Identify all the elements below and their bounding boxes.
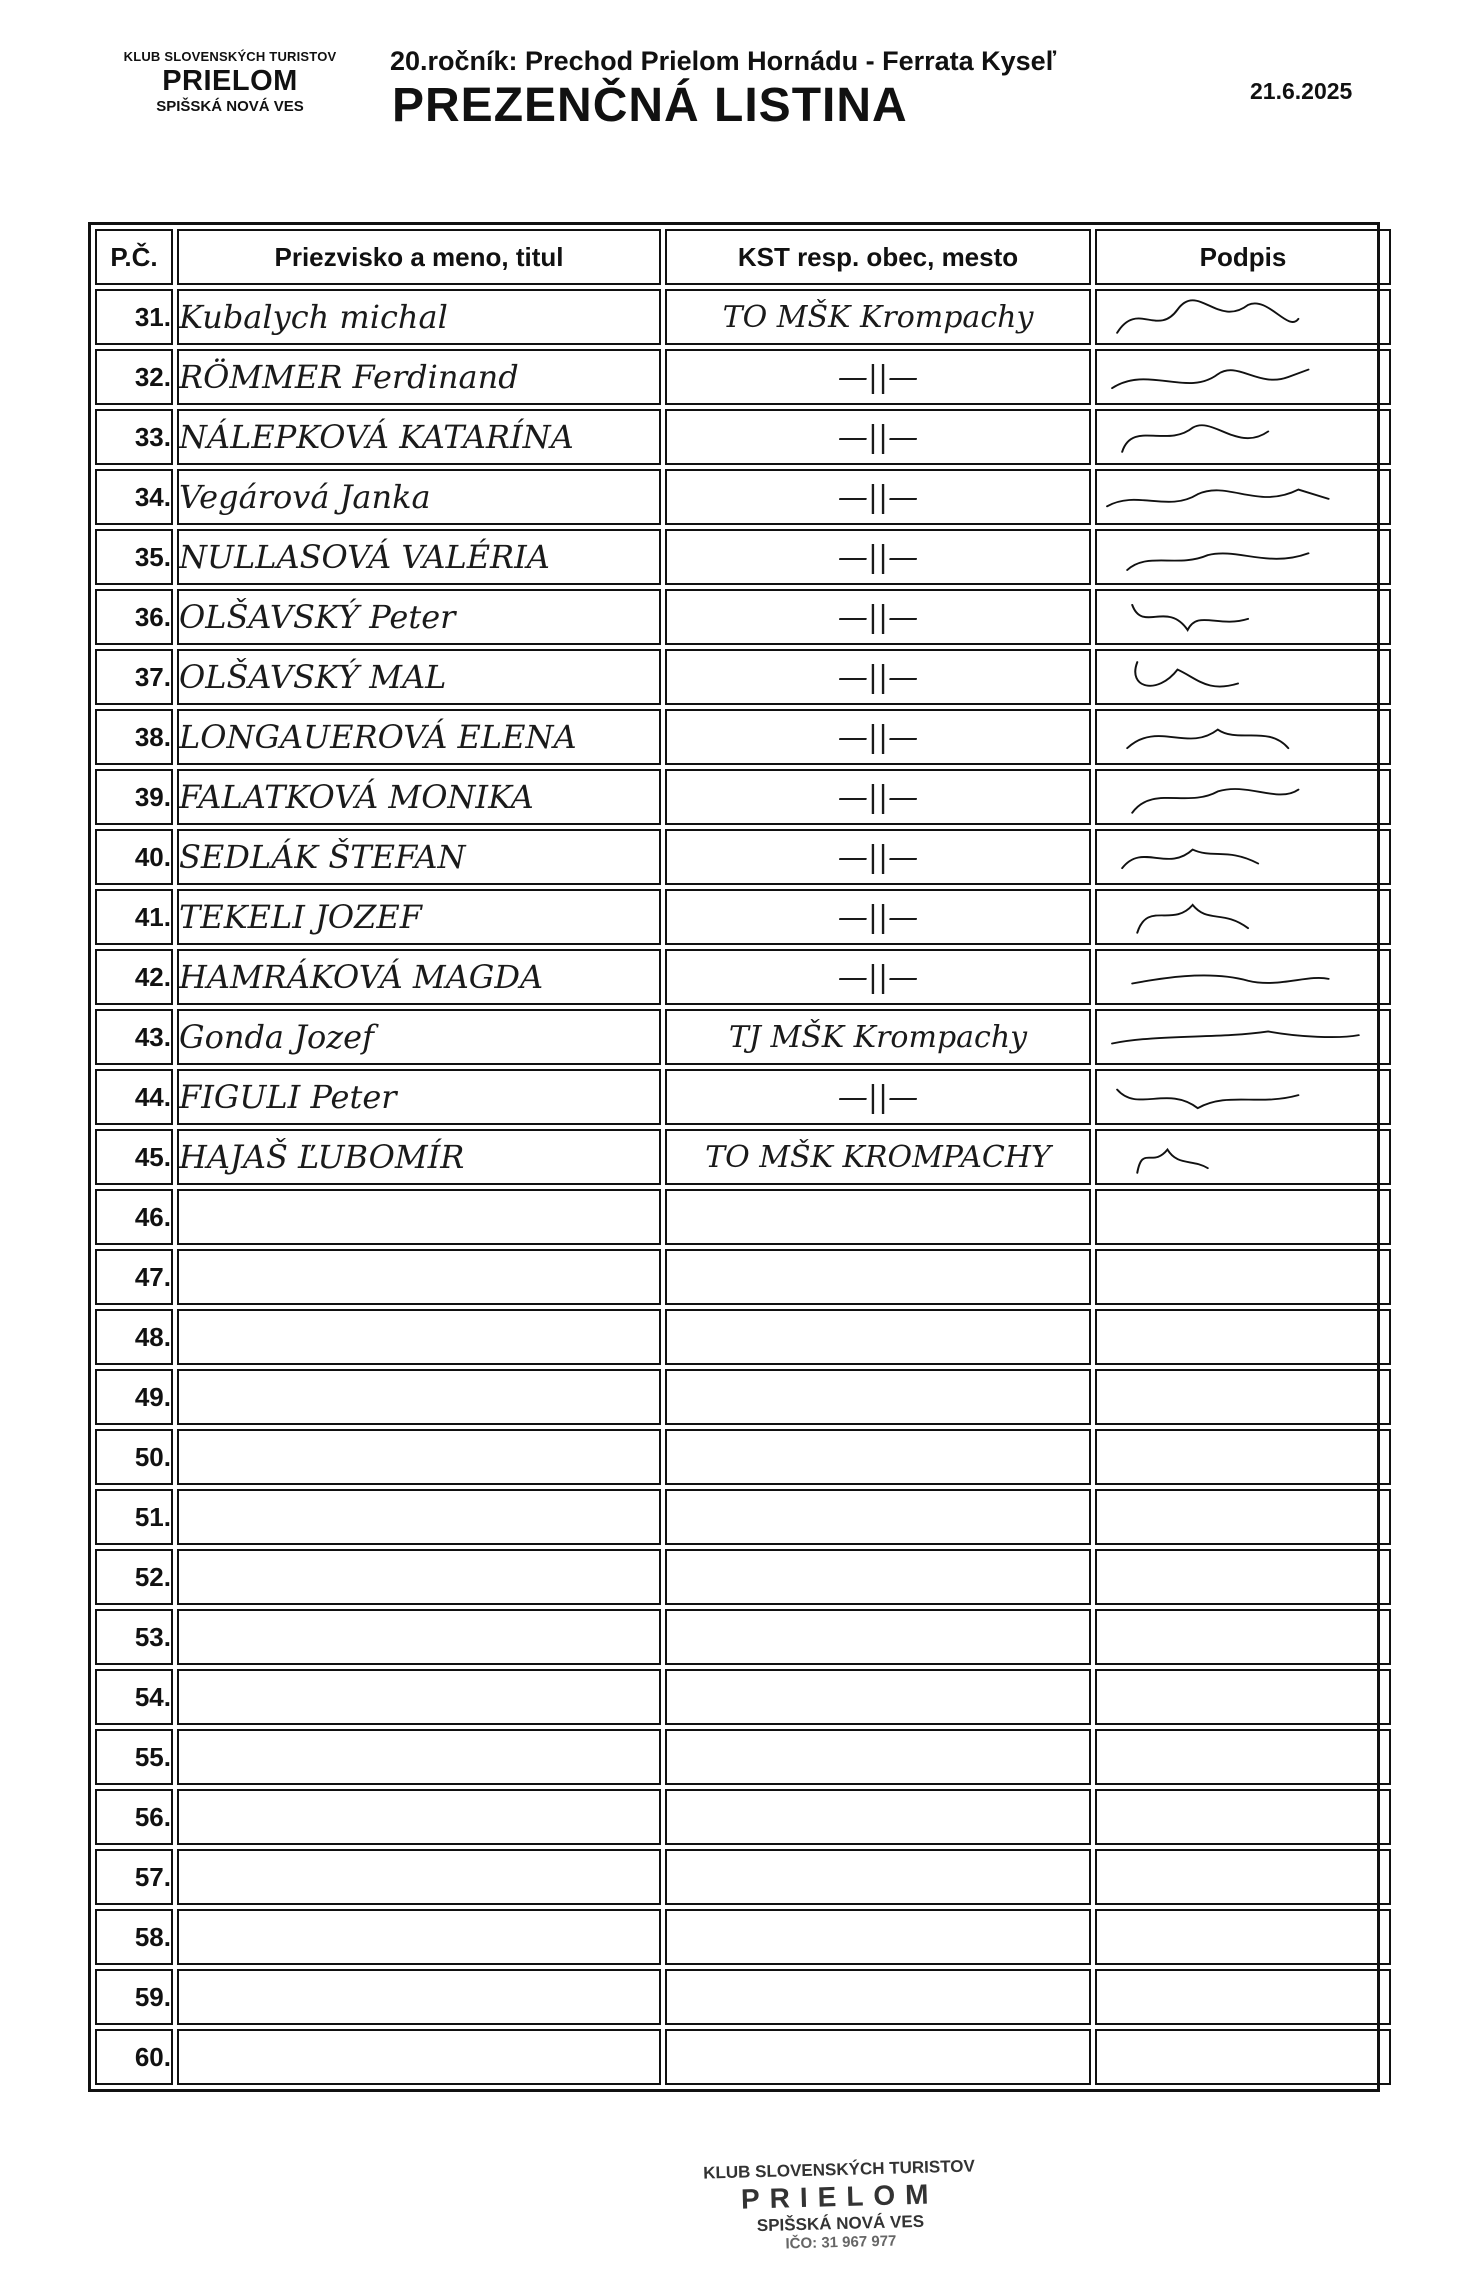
signature-cell[interactable] <box>1095 589 1391 645</box>
row-number: 43. <box>95 1009 173 1065</box>
signature-stroke <box>1127 730 1288 749</box>
row-number: 53. <box>95 1609 173 1665</box>
signature-scribble <box>1097 291 1389 343</box>
organization-header <box>100 50 360 116</box>
participant-name-cell[interactable] <box>177 1789 661 1845</box>
signature-cell[interactable] <box>1095 1309 1391 1365</box>
participant-club-cell[interactable]: —||— <box>665 529 1091 585</box>
club-stamp <box>659 2155 1021 2257</box>
signature-stroke <box>1132 789 1298 813</box>
table-row <box>95 289 1391 345</box>
table-row <box>95 1789 1391 1845</box>
column-header-club: KST resp. obec, mesto <box>665 229 1091 285</box>
signature-cell[interactable] <box>1095 1969 1391 2025</box>
table-row <box>95 1129 1391 1185</box>
signature-cell[interactable] <box>1095 1909 1391 1965</box>
org-line-3: SPIŠSKÁ NOVÁ VES <box>156 98 304 116</box>
participant-club-cell[interactable] <box>665 1609 1091 1665</box>
event-date: 21.6.2025 <box>1250 78 1353 104</box>
signature-scribble <box>1097 1071 1389 1123</box>
signature-stroke <box>1117 300 1298 332</box>
participant-club-cell[interactable] <box>665 1909 1091 1965</box>
table-header-row <box>95 229 1391 285</box>
row-number: 47. <box>95 1249 173 1305</box>
table-row <box>95 409 1391 465</box>
table-row <box>95 2029 1391 2085</box>
row-number: 37. <box>95 649 173 705</box>
participant-club-cell[interactable] <box>665 1729 1091 1785</box>
column-header-signature: Podpis <box>1095 229 1391 285</box>
signature-cell[interactable] <box>1095 1009 1391 1065</box>
table-row <box>95 1189 1391 1245</box>
participant-club-cell[interactable] <box>665 1249 1091 1305</box>
row-number: 32. <box>95 349 173 405</box>
participant-club-cell[interactable]: —||— <box>665 949 1091 1005</box>
column-header-number: P.Č. <box>95 229 173 285</box>
participant-name-cell[interactable] <box>177 1249 661 1305</box>
table-row <box>95 589 1391 645</box>
signature-cell[interactable] <box>1095 1369 1391 1425</box>
participant-club-cell[interactable] <box>665 1789 1091 1845</box>
participant-name-cell[interactable]: TEKELI JOZEF <box>177 889 661 945</box>
signature-stroke <box>1137 905 1248 933</box>
participant-name-cell[interactable] <box>177 1849 661 1905</box>
event-title: 20.ročník: Prechod Prielom Hornádu - Ferrata Kyseľ <box>390 46 1057 76</box>
table-row <box>95 469 1391 525</box>
participant-club-cell[interactable]: —||— <box>665 709 1091 765</box>
column-header-name: Priezvisko a meno, titul <box>177 229 661 285</box>
table-row <box>95 1429 1391 1485</box>
stamp-line-4: IČO: 31 967 977 <box>785 2232 897 2253</box>
participant-name-cell[interactable] <box>177 1669 661 1725</box>
table-body <box>95 289 1391 2085</box>
participant-club-cell[interactable] <box>665 1669 1091 1725</box>
signature-scribble <box>1097 471 1389 523</box>
signature-scribble <box>1097 411 1389 463</box>
table-row <box>95 1729 1391 1785</box>
signature-cell[interactable] <box>1095 1129 1391 1185</box>
participant-club-cell[interactable]: TO MŠK Krompachy <box>665 289 1091 345</box>
participant-name-cell[interactable]: RÖMMER Ferdinand <box>177 349 661 405</box>
table-row <box>95 1849 1391 1905</box>
signature-cell[interactable] <box>1095 469 1391 525</box>
attendance-table <box>91 225 1395 2089</box>
row-number: 40. <box>95 829 173 885</box>
signature-stroke <box>1107 490 1329 507</box>
signature-scribble <box>1097 891 1389 943</box>
signature-scribble <box>1097 651 1389 703</box>
participant-club-cell[interactable] <box>665 2029 1091 2085</box>
table-row <box>95 1489 1391 1545</box>
row-number: 34. <box>95 469 173 525</box>
row-number: 57. <box>95 1849 173 1905</box>
signature-cell[interactable] <box>1095 409 1391 465</box>
row-number: 50. <box>95 1429 173 1485</box>
stamp-line-1: KLUB SLOVENSKÝCH TURISTOV <box>702 2156 976 2183</box>
table-row <box>95 829 1391 885</box>
row-number: 35. <box>95 529 173 585</box>
participant-name-cell[interactable] <box>177 1609 661 1665</box>
participant-club-cell[interactable] <box>665 1309 1091 1365</box>
row-number: 54. <box>95 1669 173 1725</box>
row-number: 45. <box>95 1129 173 1185</box>
table-row <box>95 1669 1391 1725</box>
signature-cell[interactable] <box>1095 1669 1391 1725</box>
participant-name-cell[interactable] <box>177 1309 661 1365</box>
table-row <box>95 1369 1391 1425</box>
signature-cell[interactable] <box>1095 1249 1391 1305</box>
participant-name-cell[interactable]: FALATKOVÁ MONIKA <box>177 769 661 825</box>
attendance-sheet <box>88 222 1380 2092</box>
signature-cell[interactable] <box>1095 709 1391 765</box>
participant-club-cell[interactable] <box>665 1849 1091 1905</box>
participant-club-cell[interactable]: —||— <box>665 889 1091 945</box>
table-row <box>95 1909 1391 1965</box>
table-row <box>95 1069 1391 1125</box>
signature-cell[interactable] <box>1095 1189 1391 1245</box>
signature-stroke <box>1112 370 1308 389</box>
signature-cell[interactable] <box>1095 1549 1391 1605</box>
participant-club-cell[interactable] <box>665 1429 1091 1485</box>
signature-scribble <box>1097 951 1389 1003</box>
signature-cell[interactable] <box>1095 1789 1391 1845</box>
signature-cell[interactable] <box>1095 289 1391 345</box>
signature-cell[interactable] <box>1095 649 1391 705</box>
org-line-1: KLUB SLOVENSKÝCH TURISTOV <box>123 49 337 64</box>
table-row <box>95 889 1391 945</box>
row-number: 56. <box>95 1789 173 1845</box>
participant-name-cell[interactable]: OLŠAVSKÝ MAL <box>177 649 661 705</box>
signature-cell[interactable] <box>1095 1729 1391 1785</box>
signature-cell[interactable] <box>1095 1609 1391 1665</box>
row-number: 46. <box>95 1189 173 1245</box>
signature-stroke <box>1132 605 1248 630</box>
table-row <box>95 1009 1391 1065</box>
signature-stroke <box>1122 850 1258 869</box>
signature-scribble <box>1097 1011 1389 1063</box>
row-number: 59. <box>95 1969 173 2025</box>
table-row <box>95 1249 1391 1305</box>
signature-scribble <box>1097 591 1389 643</box>
stamp-line-2: PRIELOM <box>740 2178 939 2215</box>
participant-name-cell[interactable] <box>177 1189 661 1245</box>
participant-club-cell[interactable] <box>665 1369 1091 1425</box>
signature-cell[interactable] <box>1095 889 1391 945</box>
stamp-line-3: SPIŠSKÁ NOVÁ VES <box>756 2211 925 2236</box>
row-number: 52. <box>95 1549 173 1605</box>
row-number: 38. <box>95 709 173 765</box>
row-number: 42. <box>95 949 173 1005</box>
row-number: 58. <box>95 1909 173 1965</box>
participant-name-cell[interactable]: Vegárová Janka <box>177 469 661 525</box>
table-row <box>95 529 1391 585</box>
signature-stroke <box>1117 1090 1298 1109</box>
participant-name-cell[interactable] <box>177 1489 661 1545</box>
participant-name-cell[interactable] <box>177 1969 661 2025</box>
participant-name-cell[interactable]: OLŠAVSKÝ Peter <box>177 589 661 645</box>
signature-cell[interactable] <box>1095 949 1391 1005</box>
signature-stroke <box>1127 553 1308 570</box>
participant-name-cell[interactable] <box>177 1429 661 1485</box>
table-row <box>95 349 1391 405</box>
row-number: 44. <box>95 1069 173 1125</box>
signature-stroke <box>1135 662 1238 686</box>
participant-name-cell[interactable]: FIGULI Peter <box>177 1069 661 1125</box>
signature-scribble <box>1097 711 1389 763</box>
signature-cell[interactable] <box>1095 2029 1391 2085</box>
signature-cell[interactable] <box>1095 1849 1391 1905</box>
row-number: 49. <box>95 1369 173 1425</box>
participant-name-cell[interactable]: Gonda Jozef <box>177 1009 661 1065</box>
page-title: PREZENČNÁ LISTINA <box>392 79 908 132</box>
signature-stroke <box>1132 975 1328 983</box>
row-number: 60. <box>95 2029 173 2085</box>
row-number: 51. <box>95 1489 173 1545</box>
row-number: 41. <box>95 889 173 945</box>
table-row <box>95 769 1391 825</box>
participant-name-cell[interactable]: SEDLÁK ŠTEFAN <box>177 829 661 885</box>
org-line-2: PRIELOM <box>162 64 298 97</box>
participant-club-cell[interactable] <box>665 1969 1091 2025</box>
participant-name-cell[interactable]: HAJAŠ ĽUBOMÍR <box>177 1129 661 1185</box>
participant-name-cell[interactable] <box>177 1729 661 1785</box>
table-row <box>95 709 1391 765</box>
row-number: 48. <box>95 1309 173 1365</box>
signature-cell[interactable] <box>1095 1069 1391 1125</box>
signature-scribble <box>1097 771 1389 823</box>
participant-club-cell[interactable]: —||— <box>665 1069 1091 1125</box>
participant-club-cell[interactable]: —||— <box>665 829 1091 885</box>
signature-cell[interactable] <box>1095 1429 1391 1485</box>
participant-name-cell[interactable]: NÁLEPKOVÁ KATARÍNA <box>177 409 661 465</box>
signature-stroke <box>1112 1031 1359 1043</box>
participant-club-cell[interactable]: —||— <box>665 349 1091 405</box>
row-number: 33. <box>95 409 173 465</box>
participant-name-cell[interactable]: NULLASOVÁ VALÉRIA <box>177 529 661 585</box>
participant-club-cell[interactable]: —||— <box>665 589 1091 645</box>
row-number: 36. <box>95 589 173 645</box>
table-row <box>95 1609 1391 1665</box>
signature-stroke <box>1137 1150 1207 1173</box>
participant-name-cell[interactable] <box>177 2029 661 2085</box>
participant-club-cell[interactable] <box>665 1489 1091 1545</box>
participant-club-cell[interactable] <box>665 1189 1091 1245</box>
participant-name-cell[interactable] <box>177 1369 661 1425</box>
participant-name-cell[interactable]: HAMRÁKOVÁ MAGDA <box>177 949 661 1005</box>
row-number: 31. <box>95 289 173 345</box>
table-row <box>95 1549 1391 1605</box>
participant-club-cell[interactable]: —||— <box>665 469 1091 525</box>
participant-club-cell[interactable]: —||— <box>665 409 1091 465</box>
participant-name-cell[interactable] <box>177 1549 661 1605</box>
participant-club-cell[interactable]: TO MŠK KROMPACHY <box>665 1129 1091 1185</box>
table-row <box>95 1969 1391 2025</box>
signature-scribble <box>1097 531 1389 583</box>
participant-club-cell[interactable]: —||— <box>665 769 1091 825</box>
participant-name-cell[interactable] <box>177 1909 661 1965</box>
table-row <box>95 1309 1391 1365</box>
table-row <box>95 949 1391 1005</box>
row-number: 39. <box>95 769 173 825</box>
signature-cell[interactable] <box>1095 349 1391 405</box>
participant-name-cell[interactable]: LONGAUEROVÁ ELENA <box>177 709 661 765</box>
signature-cell[interactable] <box>1095 529 1391 585</box>
signature-scribble <box>1097 351 1389 403</box>
participant-club-cell[interactable] <box>665 1549 1091 1605</box>
participant-club-cell[interactable]: —||— <box>665 649 1091 705</box>
table-row <box>95 649 1391 705</box>
signature-scribble <box>1097 1131 1389 1183</box>
signature-cell[interactable] <box>1095 1489 1391 1545</box>
signature-scribble <box>1097 831 1389 883</box>
signature-cell[interactable] <box>1095 829 1391 885</box>
participant-name-cell[interactable]: Kubalych michal <box>177 289 661 345</box>
signature-cell[interactable] <box>1095 769 1391 825</box>
row-number: 55. <box>95 1729 173 1785</box>
signature-stroke <box>1122 425 1268 452</box>
participant-club-cell[interactable]: TJ MŠK Krompachy <box>665 1009 1091 1065</box>
